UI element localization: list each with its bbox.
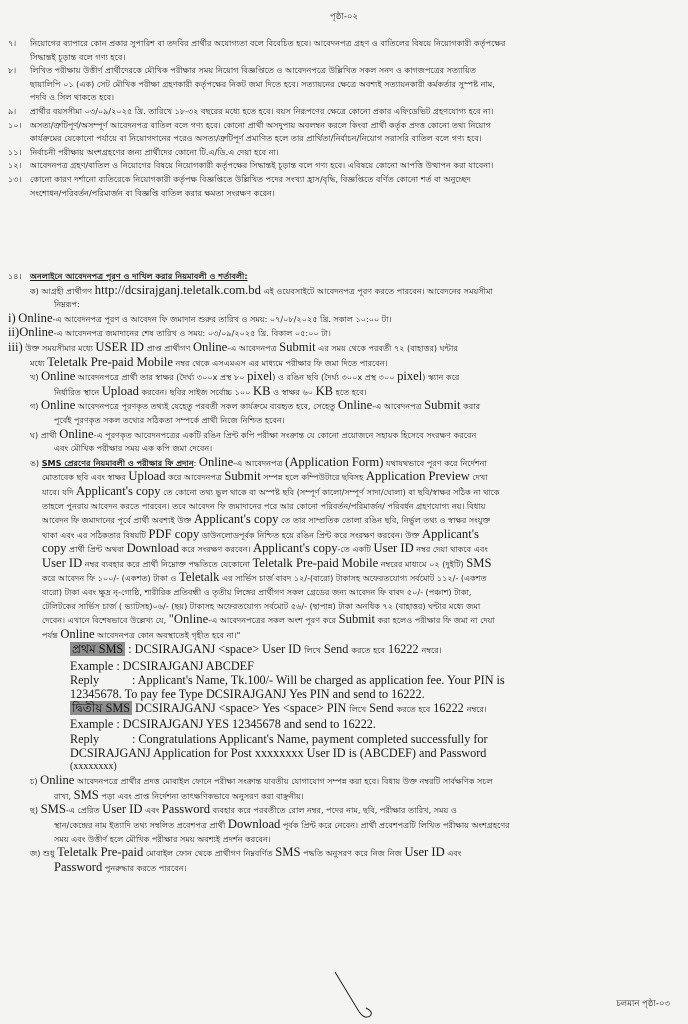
- text: SMS: [40, 803, 66, 817]
- text: পূর্বক প্রিন্ট করে নেবেন। প্রার্থী প্রবেশপত্রটি লিখিত পরীক্ষায় অংশগ্রহণের: [280, 820, 510, 831]
- text: এবং: [142, 805, 162, 816]
- website-link[interactable]: http://dcsirajganj.teletalk.com.bd: [94, 283, 261, 297]
- list-item-continuation: [8, 187, 680, 201]
- list-item-continuation: [8, 51, 680, 65]
- text: Teletalk: [179, 571, 220, 585]
- text: এই ওয়েবসাইটে আবেদনপত্র পূরণ করতে পারবেন। আবেদনের সময়সীমা: [263, 285, 493, 296]
- item-text: কোনো কারণ দর্শানো ব্যতিরেকে নিয়োগকারী কর্তৃপক্ষ বিজ্ঞপ্তিতে উল্লিখিত পদের সংখ্যা হ্রাস/বৃদ্ধি, বিজ্ঞপ্তিতে বর্ণিত কোনো শর্ত বা অনুচ্ছেদ: [30, 173, 471, 184]
- item-text: ছায়ালিপি ০১ (এক) সেট মৌখিক পরীক্ষা গ্রহণকারী কর্তৃপক্ষের নিকট জমা দিতে হবে। সত্যায়নের ক্ষেত্রে অবশ্যই সত্যায়নকারী কর্মকর্তার সুস্পষ্ট নাম,: [30, 78, 495, 89]
- first-sms: [70, 642, 680, 658]
- uma-line: [8, 628, 680, 643]
- text: copy: [42, 542, 67, 556]
- text: (Application Form): [285, 455, 384, 469]
- text: DCSIRAJGANJ <space> Yes <space> PIN: [131, 701, 350, 716]
- text: Teletalk Pre-paid Mobile: [252, 556, 379, 570]
- item-gha-line2: এবং মৌখিক পরীক্ষার সময় এক কপি জমা দেবেন।: [54, 443, 213, 454]
- text: -এ আবেদনপত্র: [227, 342, 277, 353]
- text: -এ আবেদনপত্র: [372, 401, 422, 412]
- reply-1-line2: 12345678. To pay fee Type DCSIRAJGANJ Yes PIN and send to 16222.: [70, 687, 425, 702]
- text: Applicant's copy: [76, 484, 161, 498]
- text: করতে হবে: [351, 646, 385, 656]
- item-label: জ): [30, 848, 41, 859]
- text: Applicant's copy: [253, 542, 338, 556]
- uma-line: [8, 500, 680, 514]
- item-number: ৯।: [8, 105, 17, 116]
- text: উক্ত সময়সীমার মধ্যে: [25, 342, 93, 353]
- roman-i: [8, 312, 680, 327]
- item-label: i): [8, 311, 16, 325]
- text: বারো) টাকা এবং ক্ষুদ্র নৃ-গোষ্ঠি, শারীরিক প্রতিবন্ধী ও তৃতীয় লিঙ্গের প্রার্থীগণ সকল গ্রেডের জন্য আবেদন ফি বাবদ ৫০/- (পঞ্চাশ) টাকা,: [42, 587, 472, 598]
- text: আবেদনপত্রে প্রার্থী তার স্বাক্ষর (দৈর্ঘ্য ৩০০x প্রস্থ ৮০: [77, 372, 245, 383]
- text: আবেদনপত্রে পূরণকৃত তথ্যই যেহেতু পরবর্তী সকল কার্যক্রমে ব্যবহৃত হবে, সেহেতু: [77, 401, 336, 412]
- item-text: নিয়োগের ব্যাপারে কোন প্রকার সুপারিশ বা তদবির প্রার্থীর অযোগ্যতা বলে বিবেচিত হবে। আবেদনপত্র গ্রহণ ও বাতিলের বিষয়ে নিয়োগকারী কর্তৃপক্ষের: [30, 38, 506, 48]
- text: আগ্রহী প্রার্থীগণ: [41, 285, 93, 296]
- text: লিখে: [349, 705, 367, 715]
- item-chha: [8, 803, 680, 818]
- text: যাবে। যদি: [42, 486, 77, 497]
- reply-2-line3: (xxxxxxxx): [70, 761, 117, 773]
- text: করে আবেদন ফি ১০০/- (একশত) টাকা ও: [42, 573, 180, 584]
- text: হতে হবে।: [335, 386, 367, 397]
- uma-line: [8, 542, 680, 557]
- list-item-continuation: [8, 132, 680, 146]
- text: করা হলেও পরীক্ষার ফি জমা না দেয়া: [375, 615, 495, 626]
- text: Teletalk Pre-paid Mobile: [47, 355, 173, 369]
- uma-line: [8, 571, 680, 586]
- text: Teletalk Pre-paid: [57, 846, 144, 860]
- text: Online: [60, 627, 95, 641]
- text: ব্যবহার করে পরবর্তীতে রোল নম্বর, পদের নাম, ছবি, পরীক্ষার তারিখ, সময় ও: [210, 805, 457, 816]
- text: Submit: [424, 399, 461, 413]
- text: User ID: [373, 542, 414, 556]
- text: রাখা,: [54, 790, 74, 801]
- item-kha: [8, 370, 680, 385]
- text: আবেদনপত্রে প্রার্থীর প্রদত্ত মোবাইল ফোনে পরীক্ষা সংক্রান্ত যাবতীয় যোগাযোগ সম্পন্ন করা হবে। বিধায় উক্ত নম্বরটি সার্বক্ষণিক সচল: [74, 776, 493, 787]
- item-chha-line3: সময় এবং উত্তীর্ণ হলে মৌখিক পরীক্ষার সময় অবশ্যই প্রদর্শন করবেন।: [54, 833, 271, 844]
- item-chha-line2: [8, 818, 680, 833]
- text: -এ আবেদনপত্র পূরণ ও আবেদন ফি জমাদান শুরুর তারিখ ও সময়: ০৭/০৮/২০২৫ খ্রি. সকাল ১০:০০ টা।: [52, 313, 392, 324]
- text: Submit: [338, 613, 376, 627]
- section-14: [8, 270, 680, 875]
- text: Download: [227, 818, 281, 832]
- text: KB: [315, 384, 334, 398]
- text: -এ প্রেরিত: [65, 805, 103, 816]
- first-sms-label: প্রথম SMS: [72, 642, 124, 657]
- roman-iii: [8, 341, 680, 356]
- text: -এ আবেদনপত্র জমাদানের শেষ তারিখ ও সময়: ০৩/০৯/২০২৫ খ্রি. বিকাল ০৫:০০ টা।: [53, 328, 331, 339]
- text: SMS: [73, 788, 99, 802]
- list-item: [8, 105, 680, 119]
- text: আবেদনপত্র কোন অবস্থাতেই গৃহীত হবে না।": [94, 629, 241, 640]
- text: PDF copy: [148, 527, 200, 541]
- text: করে আবেদনপত্র: [165, 472, 225, 483]
- reply-2: [70, 732, 680, 746]
- item-label: ক): [30, 285, 39, 296]
- uma-line: [8, 600, 680, 614]
- example-label: Example: [70, 658, 114, 673]
- text: Online: [192, 340, 228, 354]
- text: মধ্যে: [30, 357, 45, 368]
- item-text: পদবি ও সিল থাকতে হবে।: [30, 92, 114, 103]
- signature-mark: [330, 970, 390, 1024]
- text: Upload: [128, 470, 166, 484]
- item-text: অসত্য/ত্রুটিপূর্ণ/অসম্পূর্ণ আবেদনপত্র বাতিল বলে গণ্য হবে। কোনো প্রার্থী অসদুপায় অবলম্বন করলে কিংবা প্রার্থী কর্তৃক প্রদত্ত কোনো তথ্য নিয়োগ: [30, 119, 491, 130]
- text: প্রার্থী: [40, 429, 57, 440]
- text: পদ্ধতি অনুসরণ করে নিজ নিজ: [300, 848, 405, 859]
- item-uma: [8, 456, 680, 643]
- text: দেখা: [469, 472, 488, 483]
- item-number: ১০।: [8, 119, 22, 130]
- list-item: [8, 146, 680, 160]
- item-ga: [8, 399, 680, 414]
- text: ) স্ক্যান করে: [422, 372, 460, 383]
- text: ও স্বাক্ষর ৬০: [273, 386, 313, 397]
- text: Download: [126, 542, 180, 556]
- list-item-continuation: [8, 78, 680, 92]
- text: আবেদন ফি জমাদানের পূর্বে প্রার্থী অবশ্যই উক্ত: [42, 515, 194, 526]
- text: Online: [40, 774, 75, 788]
- text: তাহলে পুনরায় আবেদন করতে পারবেন। তবে আবেদন ফি জমাদানের পরে আর কোনো পরিবর্তন/পরিমার্জন/ পরিবর্ধন গ্রহণযোগ্য নয়। বিধায়: [42, 500, 486, 511]
- continued-page-label: চলমান পৃষ্ঠা-০৩: [616, 999, 670, 1009]
- text: Send: [366, 701, 397, 716]
- text: "Online: [168, 613, 209, 627]
- page-number-header: পৃষ্ঠা-০২: [330, 12, 358, 22]
- text: থাকা এবং এর সঠিকতার বিষয়টি: [42, 529, 149, 540]
- text: দেবেন। এখানে বিশেষভাবে উল্লেখ্য যে,: [42, 615, 169, 626]
- second-sms-label: দ্বিতীয় SMS: [72, 701, 130, 716]
- text: User ID: [102, 803, 143, 817]
- item-text: সিদ্ধান্তই চূড়ান্ত বলে গণ্য হবে।: [30, 51, 126, 62]
- reply-2-line2: DCSIRAJGANJ Application for Post xxxxxxxx User ID is (ABCDEF) and Password: [70, 745, 487, 760]
- item-label: খ): [30, 372, 39, 383]
- list-item: [8, 64, 680, 78]
- text: ) ও রঙিন ছবি (দৈর্ঘ্য ৩০০x প্রস্থ ৩০০: [272, 372, 395, 383]
- text: Online: [41, 370, 76, 384]
- example-label: Example: [70, 717, 114, 732]
- item-text: লিখিত পরীক্ষায় উত্তীর্ণ প্রার্থীদেরকে মৌখিক পরীক্ষার সময় নিয়োগ বিজ্ঞপ্তিতে ও আবেদনপত্রে উল্লিখিত সকল সনদ ও কাগজপত্রের সত্যায়িত: [30, 65, 476, 76]
- text: সম্পন্ন হলে কম্পিউটারে ছবিসহ: [260, 472, 366, 483]
- text: Application Preview: [365, 470, 470, 484]
- item-number: ১২।: [8, 160, 22, 171]
- item-label: গ): [30, 401, 39, 412]
- list-item: [8, 37, 680, 51]
- text: তে তার সাম্প্রতিক তোলা রঙিন ছবি, নির্ভুল তথ্য ও স্বাক্ষর সংযুক্ত: [278, 515, 491, 526]
- sms-instructions: [8, 642, 680, 774]
- text: Upload: [101, 384, 139, 398]
- text: নম্বরে।: [421, 646, 442, 656]
- item-cha-line2: [8, 789, 680, 804]
- text: Submit: [224, 470, 261, 484]
- text: নম্বরের মাধ্যমে ০২ (দুইটি): [378, 558, 467, 569]
- item-text: নির্বাচনী পরীক্ষায় অংশগ্রহণের জন্য প্রার্থীদের কোনো টি.এ/ডি.এ দেয়া হবে না।: [30, 146, 279, 157]
- text: Password: [161, 803, 211, 817]
- text: লিখে: [304, 646, 321, 656]
- text: প্রাপ্ত প্রার্থীগণ: [146, 342, 191, 353]
- text: Applicant's: [422, 527, 479, 541]
- text: : DCSIRAJGANJ <space> User ID: [125, 642, 305, 657]
- item-number: ১১।: [8, 146, 22, 157]
- reply-1: [70, 673, 680, 687]
- roman-ii: [8, 326, 680, 341]
- uma-line: [8, 513, 680, 528]
- text: নম্বর দেয়া থাকবে এবং: [413, 544, 488, 555]
- section-14-heading: অনলাইনে আবেদনপত্র পূরণ ও দাখিল করার নিয়মাবলী ও শর্তাবলী:: [30, 271, 248, 281]
- text: Online: [59, 427, 94, 441]
- item-gha: [8, 428, 680, 443]
- text: এর সার্ভিস চার্জ বাবদ ১২/-(বারো) টাকাসহ অফেরতযোগ্য সর্বমোট ১১২/- (একশত: [219, 573, 487, 584]
- uma-line: [8, 586, 680, 600]
- text: এর সময় থেকে পরবর্তী ৭২ (বাহাত্তর) ঘন্টার: [318, 342, 458, 353]
- text: KB: [252, 384, 271, 398]
- text: 16222: [430, 701, 467, 716]
- list-item: [8, 119, 680, 133]
- item-label: ঘ): [30, 429, 39, 440]
- text: টেলিটকের সার্ভিস চার্জ ( ভ্যাটসহ)০৬/- (ছয়) টাকাসহ অফেরতযোগ্য সর্বমোট ৫৬/- (ছাপান্ন) টাকা অনধিক ৭২ (বাহাত্তর) ঘন্টার মধ্যে জমা: [42, 600, 481, 611]
- text: করার: [463, 401, 481, 412]
- list-item: [8, 159, 680, 173]
- text: পড়া এবং প্রাপ্ত নির্দেশনা তাৎক্ষণিকভাবে অনুসরণ করা বাঞ্ছনীয়।: [98, 790, 304, 801]
- text: করবেন। ছবির সাইজ সর্বোচ্চ ১০০: [141, 386, 251, 397]
- item-label: চ): [30, 776, 38, 787]
- uma-line: [8, 528, 680, 543]
- example-2: [70, 717, 680, 731]
- text: -এ আবেদনপত্র: [233, 457, 286, 468]
- text: : Congratulations Applicant's Name, payment completed successfully for: [132, 731, 488, 746]
- text: Online: [19, 326, 54, 340]
- text: pixel: [397, 370, 423, 384]
- sms-rules-heading: SMS প্রেরণের নিয়মাবলী ও পরীক্ষার ফি প্রদান: [41, 457, 194, 468]
- text: Online: [41, 399, 76, 413]
- item-text: প্রার্থীর বয়সসীমা ০৩/০৯/২০২৫ খ্রি. তারিখে ১৮-৩২ বছরের মধ্যে হতে হবে। বয়স নিরূপণের ক্ষেত্রে কোনো প্রকার এফিডেভিট গ্রহণযোগ্য হবে না।: [30, 105, 494, 116]
- text: :: [193, 457, 197, 468]
- text: ডাউনলোডপূর্বক নিশ্চিত হয়ে রঙিন প্রিন্ট করে সংরক্ষণ করবেন। উক্ত: [199, 529, 423, 540]
- text: Submit: [279, 340, 316, 354]
- text: User ID: [404, 846, 445, 860]
- text: মোতাবেক ছবি এবং স্বাক্ষর: [42, 472, 129, 483]
- text: -এ পূরণকৃত আবেদনপত্রের একটি রঙিন প্রিন্ট কপি পরীক্ষা সংক্রান্ত যে কোনো প্রয়োজনে সহায়ক হিসেবে সংরক্ষণ করবেন: [93, 429, 477, 440]
- item-ka: [8, 284, 680, 299]
- reply-label: Reply: [70, 731, 100, 746]
- item-text: আবেদনপত্র গ্রহণ/বাতিল ও নিয়োগের বিষয়ে নিয়োগকারী কর্তৃপক্ষের সিদ্ধান্তই চূড়ান্ত বলে গণ্য হবে। এবিষয়ে কোনো আপত্তি উত্থাপন করা যাবেনা।: [30, 160, 494, 171]
- item-label: iii): [8, 340, 23, 354]
- text: pixel: [247, 370, 273, 384]
- item-text: সংশোধন/পরিবর্তন/পরিমার্জন বা বিজ্ঞপ্তি বাতিল করার ক্ষমতা সংরক্ষণ করেন।: [30, 187, 275, 198]
- text: প্রার্থী প্রিন্ট অথবা: [66, 544, 127, 555]
- text: : DCSIRAJGANJ ABCDEF: [113, 658, 254, 673]
- text: 16222: [384, 642, 422, 657]
- text: Online: [18, 311, 53, 325]
- text: তে কোনো তথ্য ভুল থাকে বা অস্পষ্ট ছবি (সম্পূর্ণ কালো/সম্পূর্ণ সাদা/ঘোলা) বা ছবি/স্বাক্ষর সঠিক না থাকে: [160, 486, 500, 497]
- item-ja: [8, 846, 680, 861]
- text: User ID: [42, 556, 83, 570]
- text: পর্যন্ত: [42, 629, 61, 640]
- text: Send: [320, 642, 352, 657]
- text: এবং: [444, 848, 462, 859]
- text: Applicant's copy: [193, 513, 279, 527]
- text: USER ID: [95, 340, 145, 354]
- text: মোবাইল ফোন থেকে প্রার্থীগণ নিম্নবর্ণিত: [143, 848, 276, 859]
- text: নির্ধারিত স্থানে: [54, 386, 100, 397]
- uma-line: [8, 613, 680, 628]
- item-ka-line2: নিম্নরূপ:: [54, 299, 80, 310]
- list-item-continuation: [8, 91, 680, 105]
- text: SMS: [275, 846, 301, 860]
- item-kha-line2: [8, 385, 680, 400]
- item-ga-line2: পূর্বেই পূরণকৃত সকল তথ্যের সঠিকতা সম্পর্কে প্রার্থী নিজে নিশ্চিত হবেন।: [54, 414, 285, 425]
- uma-line: [8, 470, 680, 485]
- text: স্থান/কেন্দ্রের নাম ইত্যাদি তথ্য সম্বলিত প্রবেশপত্র প্রার্থী: [54, 820, 228, 831]
- text: : DCSIRAJGANJ YES 12345678 and send to 16222.: [113, 717, 376, 732]
- roman-iii-line2: [8, 356, 680, 371]
- example-1: [70, 659, 680, 673]
- text: নম্বর থেকে এসএমএস এর মাধ্যমে পরীক্ষার ফি জমা দিতে পারবেন।: [175, 357, 388, 368]
- item-ja-line2: [8, 861, 680, 876]
- uma-line: [8, 557, 680, 572]
- text: শুধু: [42, 848, 58, 859]
- text: করতে হবে: [396, 705, 431, 715]
- reply-label: Reply: [70, 672, 100, 687]
- text: Online: [198, 455, 234, 469]
- text: -তে একটি: [337, 544, 374, 555]
- text: নম্বর ব্যবহার করে প্রার্থী নিম্নোক্ত পদ্ধতিতে যেকোনো: [82, 558, 253, 569]
- text: যথাযথভাবে পূরণ করে নির্দেশনা: [383, 457, 487, 468]
- text: Online: [337, 399, 373, 413]
- text: SMS: [466, 556, 492, 570]
- text: -এ আবেদনপত্রের সকল অংশ পূরণ করে: [208, 615, 339, 626]
- item-label: ঙ): [30, 457, 40, 468]
- item-cha: [8, 774, 680, 789]
- item-text: কার্যক্রমের যেকোনো পর্যায়ে বা নিয়োগদানের পরেও অসত্য/ত্রুটিপূর্ণ প্রমাণিত হলে তার প্রার্থিতা/নির্বাচন/নিয়োগ সরাসরি বাতিল বলে গণ্য হবে।: [30, 133, 482, 144]
- text: : Applicant's Name, Tk.100/- Will be charged as application fee. Your PIN is: [132, 672, 505, 687]
- list-item: [8, 173, 680, 187]
- item-number: ৭।: [8, 38, 17, 48]
- items-7-13: [8, 37, 680, 200]
- item-number: ১৩।: [8, 173, 22, 184]
- uma-line: [8, 456, 680, 471]
- item-label: ii): [8, 326, 20, 340]
- item-number: ৮।: [8, 65, 17, 76]
- text: পুনরুদ্ধার করতে পারবেন।: [102, 862, 187, 873]
- item-label: ছ): [30, 805, 39, 816]
- text: নম্বরে।: [466, 705, 487, 715]
- uma-line: [8, 485, 680, 500]
- section-number: ১৪।: [8, 271, 22, 281]
- text: করে সংরক্ষণ করবেন।: [179, 544, 254, 555]
- second-sms: [70, 701, 680, 717]
- text: Password: [54, 860, 103, 874]
